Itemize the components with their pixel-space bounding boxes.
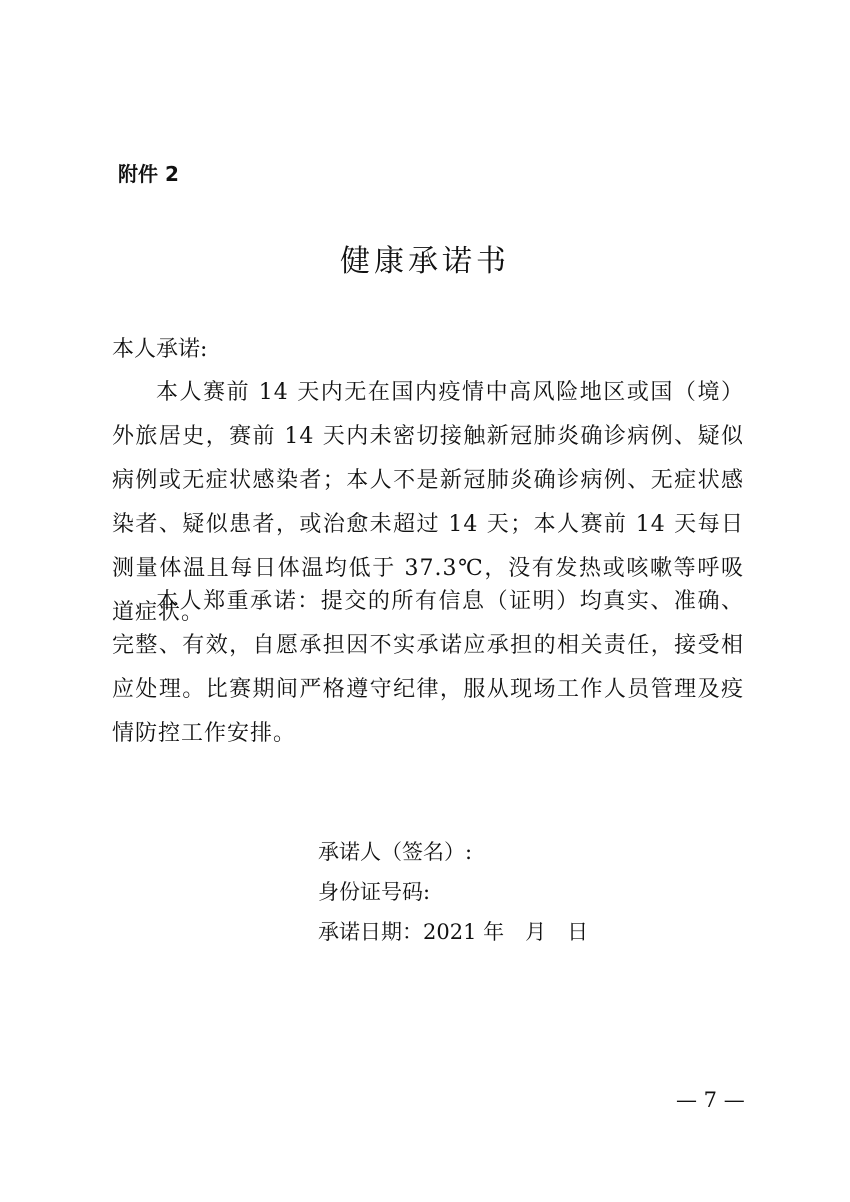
id-number-label: 身份证号码: (318, 880, 431, 904)
commitment-paragraph-2: 本人郑重承诺：提交的所有信息（证明）均真实、准确、完整、有效，自愿承担因不实承诺应承担的相关责任，接受相应处理。比赛期间严格遵守纪律，服从现场工作人员管理及疫情防控工作安排。 (112, 589, 744, 746)
commitment-date-label: 承诺日期：2021 年 月 日 (318, 920, 589, 944)
commitment-intro: 本人承诺: (112, 337, 208, 362)
commitment-paragraph-1: 本人赛前 14 天内无在国内疫情中高风险地区或国（境）外旅居史，赛前 14 天内未密切接触新冠肺炎确诊病例、疑似病例或无症状感染者；本人不是新冠肺炎确诊病例、无症状感染者、疑似患者，或治愈未超过 14 天；本人赛前 14 天每日测量体温且每日体温均低于 37.3℃，没有发热或咳嗽等呼吸道症状。 (112, 380, 744, 625)
page-number: — 7 — (676, 1088, 745, 1112)
document-title: 健康承诺书 (340, 244, 510, 279)
signer-label: 承诺人（签名）: (318, 840, 473, 864)
signature-block (318, 832, 588, 952)
attachment-label: 附件 2 (118, 162, 179, 186)
